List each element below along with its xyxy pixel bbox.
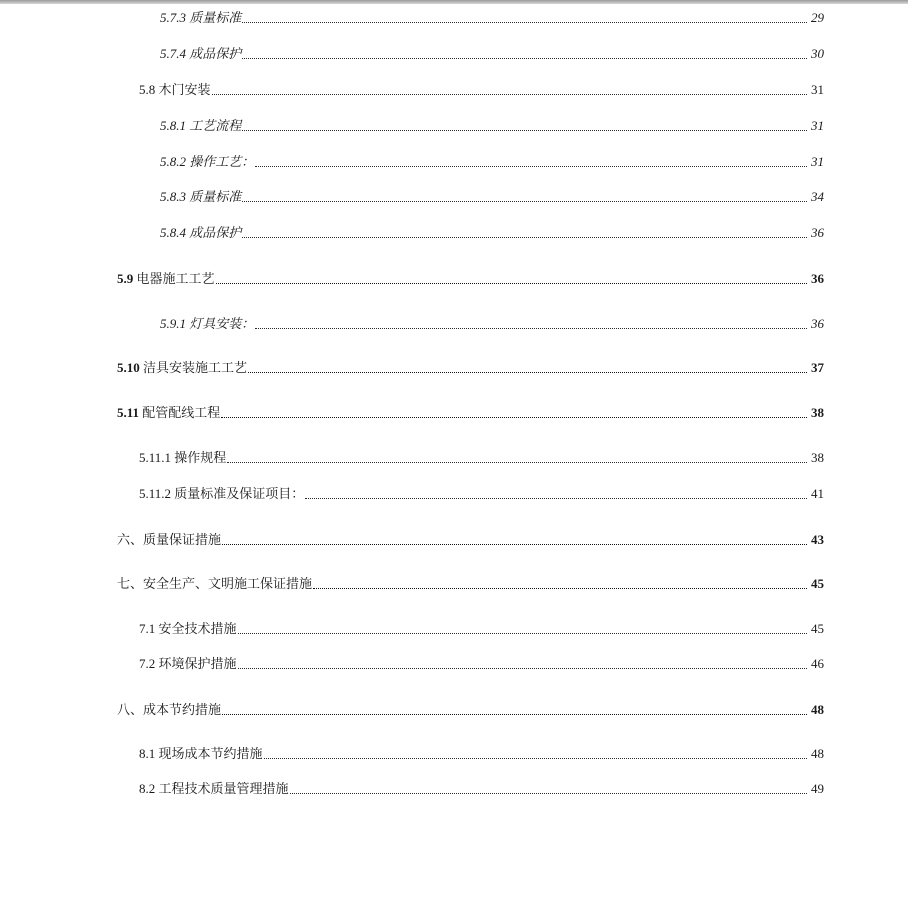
toc-entry-page: 46 [811,656,824,671]
toc-entry-5-9[interactable] [117,267,824,287]
dot-leader [216,283,807,284]
toc-entry-number: 5.8 [139,82,156,97]
dot-leader [242,130,807,131]
toc-entry-title: 环境保护措施 [158,656,237,671]
toc-entry-number: 5.11.2 [139,486,172,501]
toc-entry-number: 5.11.1 [139,450,172,465]
toc-entry-5-11-1[interactable] [139,446,824,466]
toc-entry-number: 5.7.3 [160,10,186,25]
window-top-border [0,0,908,4]
toc-entry-5-8-2[interactable] [160,150,824,170]
toc-entry-number: 5.7.4 [160,46,186,61]
toc-entry-title: 质量标准及保证项目： [174,486,305,501]
toc-entry-number: 5.8.2 [160,154,186,169]
toc-entry-number: 5.10 [117,360,140,375]
dot-leader [255,166,807,167]
dot-leader [242,201,807,202]
toc-entry-title: 八、成本节约措施 [117,702,222,717]
toc-entry-page: 49 [811,781,824,796]
toc-entry-chapter-6[interactable] [117,528,824,548]
toc-entry-page: 36 [811,316,824,331]
toc-entry-5-8-4[interactable] [160,221,824,241]
toc-entry-5-11[interactable] [117,401,824,421]
toc-entry-number: 5.11 [117,405,140,420]
dot-leader [221,417,807,418]
dot-leader [222,714,807,715]
dot-leader [242,58,807,59]
toc-entry-title: 工程技术质量管理措施 [158,781,289,796]
toc-entry-number: 5.8.3 [160,189,186,204]
toc-entry-page: 41 [811,486,824,501]
toc-entry-page: 38 [811,450,824,465]
toc-entry-number: 5.8.4 [160,225,186,240]
toc-entry-page: 34 [811,189,824,204]
dot-leader [290,793,807,794]
toc-entry-number: 8.2 [139,781,156,796]
toc-entry-title: 工艺流程 [189,118,242,133]
toc-entry-5-8-3[interactable] [160,185,824,205]
toc-entry-page: 43 [811,532,824,547]
toc-entry-page: 29 [811,10,824,25]
toc-entry-chapter-8[interactable] [117,698,824,718]
toc-entry-5-8[interactable] [139,78,824,98]
toc-entry-8-2[interactable] [139,777,824,797]
toc-entry-title: 操作规程 [174,450,227,465]
dot-leader [238,633,807,634]
dot-leader [227,462,807,463]
toc-entry-number: 5.9.1 [160,316,186,331]
toc-entry-number: 7.1 [139,621,156,636]
toc-entry-title: 质量标准 [189,189,242,204]
toc-entry-title: 六、质量保证措施 [117,532,222,547]
toc-entry-number: 5.8.1 [160,118,186,133]
dot-leader [264,758,807,759]
toc-entry-title: 安全技术措施 [158,621,237,636]
toc-entry-5-7-4[interactable] [160,42,824,62]
toc-entry-page: 48 [811,702,824,717]
toc-entry-title: 七、安全生产、文明施工保证措施 [117,576,313,591]
toc-entry-5-7-3[interactable] [160,6,824,26]
toc-entry-7-2[interactable] [139,652,824,672]
dot-leader [255,328,807,329]
toc-entry-chapter-7[interactable] [117,572,824,592]
toc-entry-page: 30 [811,46,824,61]
toc-entry-page: 37 [811,360,824,375]
toc-entry-title: 灯具安装： [189,316,255,331]
toc-entry-title: 木门安装 [158,82,211,97]
toc-entry-5-9-1[interactable] [160,312,824,332]
toc-entry-page: 38 [811,405,824,420]
dot-leader [242,237,807,238]
dot-leader [248,372,807,373]
dot-leader [242,22,807,23]
toc-entry-5-11-2[interactable] [139,482,824,502]
toc-entry-page: 31 [811,154,824,169]
toc-entry-page: 45 [811,621,824,636]
dot-leader [313,588,807,589]
toc-entry-page: 31 [811,82,824,97]
toc-entry-title: 操作工艺： [189,154,255,169]
toc-entry-title: 成品保护 [189,46,242,61]
toc-entry-number: 5.9 [117,271,134,286]
toc-entry-7-1[interactable] [139,617,824,637]
toc-entry-5-8-1[interactable] [160,114,824,134]
toc-entry-title: 洁具安装施工工艺 [143,360,248,375]
dot-leader [212,94,807,95]
dot-leader [238,668,807,669]
toc-entry-page: 48 [811,746,824,761]
toc-entry-title: 现场成本节约措施 [158,746,263,761]
toc-entry-5-10[interactable] [117,356,824,376]
toc-entry-page: 31 [811,118,824,133]
toc-entry-title: 配管配线工程 [142,405,221,420]
toc-entry-title: 成品保护 [189,225,242,240]
toc-entry-title: 电器施工工艺 [136,271,215,286]
toc-entry-page: 36 [811,271,824,286]
toc-entry-number: 8.1 [139,746,156,761]
toc-entry-page: 36 [811,225,824,240]
toc-entry-number: 7.2 [139,656,156,671]
dot-leader [305,498,807,499]
toc-entry-page: 45 [811,576,824,591]
toc-entry-8-1[interactable] [139,742,824,762]
dot-leader [222,544,807,545]
toc-entry-title: 质量标准 [189,10,242,25]
